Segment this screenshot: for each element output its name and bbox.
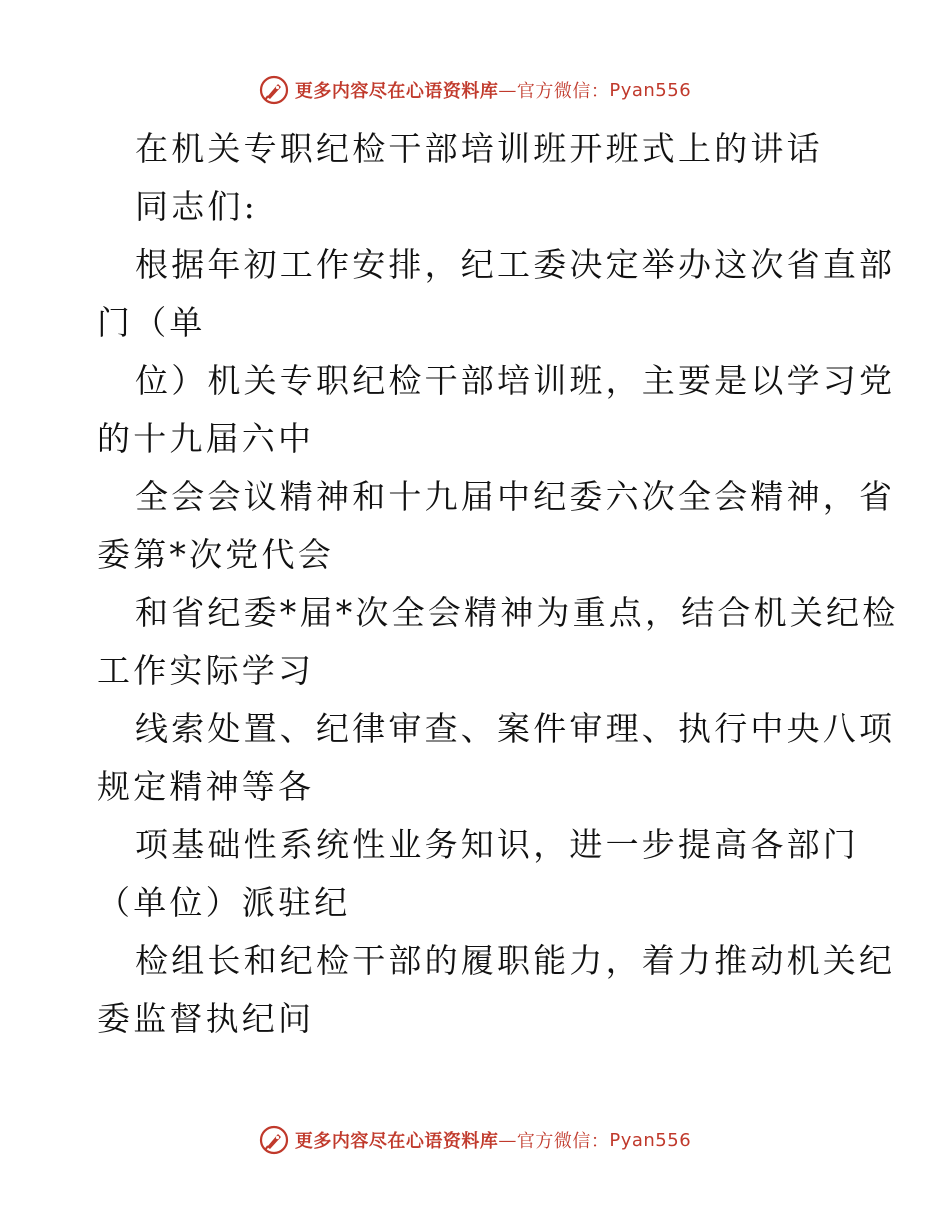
watermark-sub-text: 官方微信： [516,81,610,102]
text-line: 根据年初工作安排，纪工委决定举办这次省直部 [135,245,896,284]
text-line: 规定精神等各 [97,767,315,806]
text-line: 线索处置、纪律审查、案件审理、执行中央八项 [135,709,896,748]
text-line: 委第*次党代会 [97,535,334,574]
watermark-wechat-id: Pyan556 [609,79,692,101]
text-line: 委监督执纪问 [97,999,315,1038]
text-line: 位）机关专职纪检干部培训班，主要是以学习党 [135,361,896,400]
text-line: 的十九届六中 [97,419,315,458]
watermark-dash: — [498,1129,517,1151]
text-line: 全会会议精神和十九届中纪委六次全会精神，省 [135,477,896,516]
text-line: （单位）派驻纪 [97,883,351,922]
watermark-main-text: 更多内容尽在心语资料库 [294,81,499,102]
text-line: 门（单 [97,303,206,342]
watermark-wechat-id: Pyan556 [609,1129,692,1151]
text-line: 检组长和纪检干部的履职能力，着力推动机关纪 [135,941,896,980]
pen-nib-logo-icon [259,75,289,105]
footer-watermark [0,1120,950,1160]
watermark-main-text: 更多内容尽在心语资料库 [294,1131,499,1152]
text-line: 和省纪委*届*次全会精神为重点，结合机关纪检 [135,593,899,632]
document-body [97,120,899,1048]
salutation: 同志们: [135,187,258,226]
header-watermark [0,70,950,110]
watermark-dash: — [498,79,517,101]
text-line: 项基础性系统性业务知识，进一步提高各部门 [135,825,859,864]
document-title: 在机关专职纪检干部培训班开班式上的讲话 [135,129,823,168]
watermark-sub-text: 官方微信： [516,1131,610,1152]
text-line: 工作实际学习 [97,651,315,690]
pen-nib-logo-icon [259,1125,289,1155]
